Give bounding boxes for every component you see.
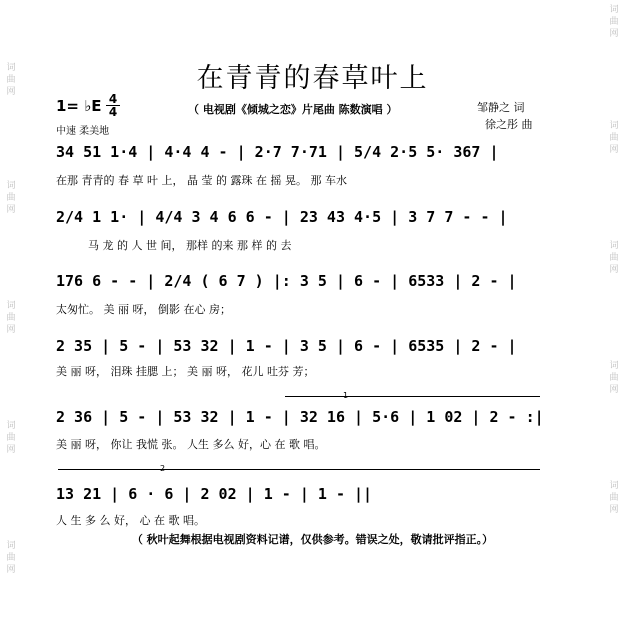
watermark-right-5: 词 曲 网 bbox=[609, 481, 619, 515]
tempo-marking: 中速 柔美地 bbox=[56, 126, 110, 137]
volta-2-number: 2 bbox=[160, 464, 166, 473]
score-row-2-lyrics: 马 龙 的 人 世 间， 那样 的来 那 样 的 去 bbox=[88, 239, 292, 252]
composer: 徐之彤 曲 bbox=[485, 118, 533, 131]
watermark-right-1: 词 曲 网 bbox=[609, 5, 619, 39]
source-note: （ 电视剧《倾城之恋》片尾曲 陈数演唱 ） bbox=[188, 103, 398, 116]
score-row-4-lyrics: 美 丽 呀， 泪珠 挂腮 上； 美 丽 呀， 花儿 吐芬 芳； bbox=[56, 365, 315, 378]
score-row-3-notes: 176 6 - - | 2/4 ( 6 7 ) |: 3 5 | 6 - | 6533 | 2 - | bbox=[56, 272, 517, 290]
volta-2-bracket bbox=[58, 469, 540, 470]
score-row-5-lyrics: 美 丽 呀， 你让 我慌 张。 人生 多么 好，心 在 歌 唱。 bbox=[56, 438, 326, 451]
lyricist: 邹静之 词 bbox=[477, 101, 525, 114]
score-row-6-lyrics: 人 生 多 么 好， 心 在 歌 唱。 bbox=[56, 514, 205, 527]
watermark-right-4: 词 曲 网 bbox=[609, 361, 619, 395]
watermark-left-3: 词 曲 网 bbox=[6, 301, 16, 335]
time-signature bbox=[106, 93, 120, 118]
key-signature: 1= ♭E bbox=[56, 97, 102, 115]
watermark-left-1: 词 曲 网 bbox=[6, 63, 16, 97]
volta-1-bracket bbox=[285, 396, 540, 397]
score-row-3-lyrics: 太匆忙。 美 丽 呀， 倒影 在心 房； bbox=[56, 303, 231, 316]
volta-1-number: 1 bbox=[343, 391, 349, 400]
time-signature-top: 4 bbox=[108, 92, 118, 106]
watermark-left-2: 词 曲 网 bbox=[6, 181, 16, 215]
watermark-left-4: 词 曲 网 bbox=[6, 421, 16, 455]
score-row-6-notes: 13 21 | 6 · 6 | 2 02 | 1 - | 1 - || bbox=[56, 485, 373, 503]
time-signature-bottom: 4 bbox=[108, 105, 118, 119]
watermark-right-2: 词 曲 网 bbox=[609, 121, 619, 155]
page-title: 在青青的春草叶上 bbox=[196, 63, 429, 94]
watermark-left-5: 词 曲 网 bbox=[6, 541, 16, 575]
watermark-right-3: 词 曲 网 bbox=[609, 241, 619, 275]
score-row-5-notes: 2 36 | 5 - | 53 32 | 1 - | 32 16 | 5·6 | 1 02 | 2 - :| bbox=[56, 408, 544, 426]
score-row-4-notes: 2 35 | 5 - | 53 32 | 1 - | 3 5 | 6 - | 6535 | 2 - | bbox=[56, 337, 517, 355]
footnote: （ 秋叶起舞根据电视剧资料记谱，仅供参考。错误之处，敬请批评指正。） bbox=[131, 533, 494, 546]
score-row-2-notes: 2/4 1 1· | 4/4 3 4 6 6 - | 23 43 4·5 | 3 7 7 - - | bbox=[56, 208, 508, 226]
score-row-1-lyrics: 在那 青青的 春 草 叶 上， 晶 莹 的 露珠 在 摇 晃。 那 车水 bbox=[56, 174, 347, 187]
score-row-1-notes: 34 51 1·4 | 4·4 4 - | 2·7 7·71 | 5/4 2·5 5· 367 | bbox=[56, 143, 499, 161]
